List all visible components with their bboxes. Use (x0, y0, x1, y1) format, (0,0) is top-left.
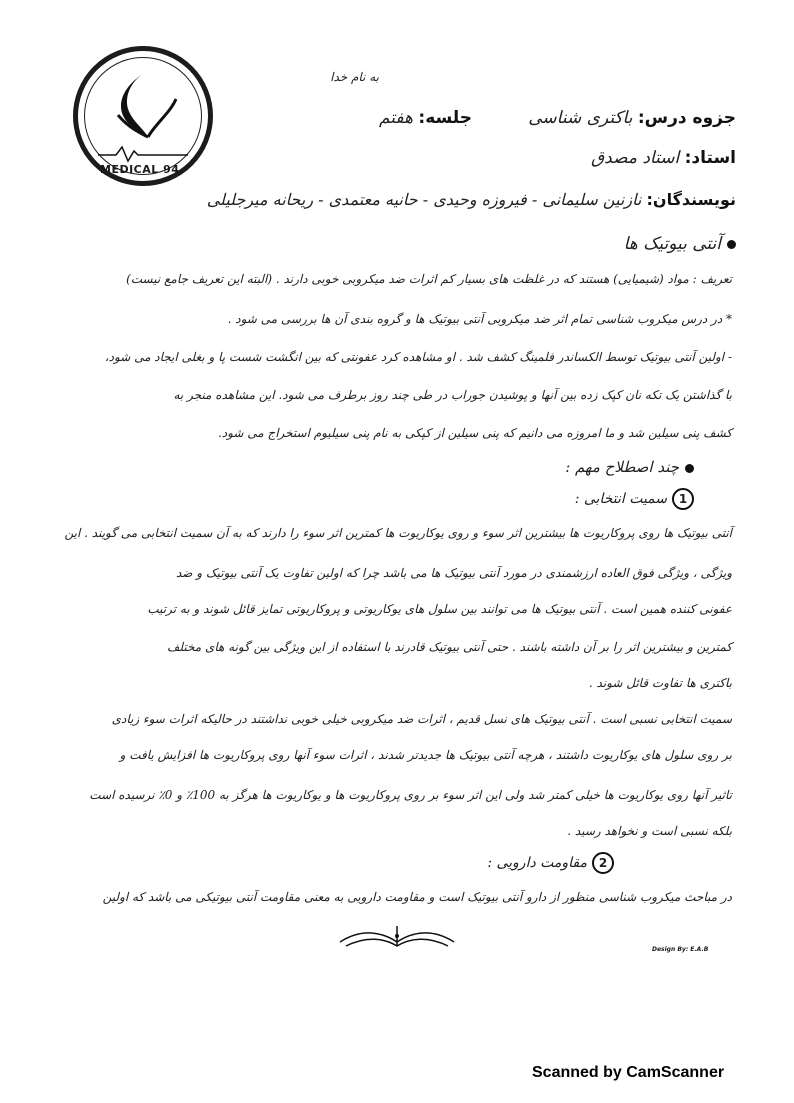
camscanner-watermark: Scanned by CamScanner (532, 1064, 725, 1081)
section2-heading (565, 458, 694, 476)
authors-label: نویسندگان: (646, 190, 736, 209)
section2-title: چند اصطلاح مهم : (565, 458, 679, 476)
authors-row (207, 190, 736, 209)
item2-title: مقاومت دارویی : (487, 855, 587, 871)
section1-heading (624, 234, 736, 254)
section1-line: - اولین آنتی بیوتیک توسط الکساندر فلمینگ کشف شد . او مشاهده کرد عفونتی که بین انگشت شست پا و بغلی ایجاد می شود، (104, 350, 732, 364)
section1-line: * در درس میکروب شناسی تمام اثر ضد میکروبی آنتی بیوتیک ها و گروه بندی آن ها بررسی می شود . (227, 312, 732, 326)
section2-line: بلکه نسبی است و نخواهد رسید . (567, 824, 732, 838)
section2-line: آنتی بیوتیک ها روی پروکاریوت ها بیشترین اثر سوء و روی یوکاریوت ها کمترین اثر سوء را دارند که به آن سمیت انتخابی می گویند . این (64, 526, 732, 540)
section2-line: سمیت انتخابی نسبی است . آنتی بیوتیک های نسل قدیم ، اثرات ضد میکروبی خیلی خوبی نداشتند در حالیکه اثرات سوء زیادی (111, 712, 732, 726)
professor-label: استاد: (684, 148, 736, 168)
number-circle-icon: 2 (592, 852, 614, 874)
professor-row (591, 148, 736, 168)
section2-line: تاثیر آنها روی یوکاریوت ها خیلی کمتر شد ولی این اثر سوء بر روی پروکاریوت ها و یوکاریوت ها هرگز به 100٪ و 0٪ نرسیده است (89, 788, 732, 802)
item2-heading (487, 852, 614, 874)
section2-line: باکتری ها تفاوت قائل شوند . (588, 676, 732, 690)
section2-last-line: در مباحث میکروب شناسی منظور از دارو آنتی بیوتیک است و مقاومت دارویی به معنی مقاومت آنتی بیوتیکی می باشد که اولین (102, 890, 732, 904)
logo-text: MEDICAL 94 (100, 163, 180, 176)
logo-emblem-icon (78, 51, 208, 181)
bullet-icon (727, 240, 736, 249)
number-circle-icon: 1 (672, 488, 694, 510)
section1-title: آنتی بیوتیک ها (623, 234, 721, 254)
session-value: هفتم (378, 108, 413, 128)
section1-line: کشف پنی سیلین شد و ما امروزه می دانیم که پنی سیلین از کپکی به نام پنی سیلیوم استخراج می شود. (217, 426, 732, 440)
course-row (528, 108, 736, 128)
section2-line: بر روی سلول های یوکاریوت داشتند ، هرچه آنتی بیوتیک ها جدیدتر شدند ، اثرات سوء آنها روی پروکاریوت ها افزایش یافت و (119, 748, 732, 762)
ornament-divider-icon (332, 922, 462, 952)
bismillah: به نام خدا (330, 70, 379, 84)
course-value: باکتری شناسی (528, 108, 633, 128)
section2-line: ویژگی ، ویژگی فوق العاده ارزشمندی در مورد آنتی بیوتیک ها می باشد چرا که اولین تفاوت یک آنتی بیوتیک و ضد (175, 566, 732, 580)
design-credit: Design By: E.A.B (652, 946, 709, 953)
section2-line: عفونی کننده همین است . آنتی بیوتیک ها می توانند بین سلول های یوکاریوتی و پروکاریوتی تمایز قائل شوند و به ترتیب (147, 602, 732, 616)
section2-line: کمترین و بیشترین اثر را بر آن داشته باشند . حتی آنتی بیوتیک قادرند با استفاده از این ویژگی بین گونه های مختلف (166, 640, 732, 654)
medical-94-logo (73, 46, 213, 186)
professor-value: استاد مصدق (590, 148, 680, 168)
course-label: جزوه درس: (637, 108, 736, 128)
section1-line: با گذاشتن یک تکه نان کپک زده بین آنها و پوشیدن جوراب در طی چند روز برطرف می شود. این مشاهده منجر به (173, 388, 732, 402)
session-row (379, 108, 472, 128)
item1-heading (575, 488, 694, 510)
section1-line: تعریف : مواد (شیمیایی) هستند که در غلظت های بسیار کم اثرات ضد میکروبی خوبی دارند . (البته این تعریف جامع نیست) (126, 272, 732, 286)
item1-title: سمیت انتخابی : (574, 491, 667, 507)
session-label: جلسه: (418, 108, 472, 128)
bullet-icon (685, 464, 694, 473)
authors-value: نازنین سلیمانی - فیروزه وحیدی - حانیه معتمدی - ریحانه میرجلیلی (206, 190, 642, 209)
